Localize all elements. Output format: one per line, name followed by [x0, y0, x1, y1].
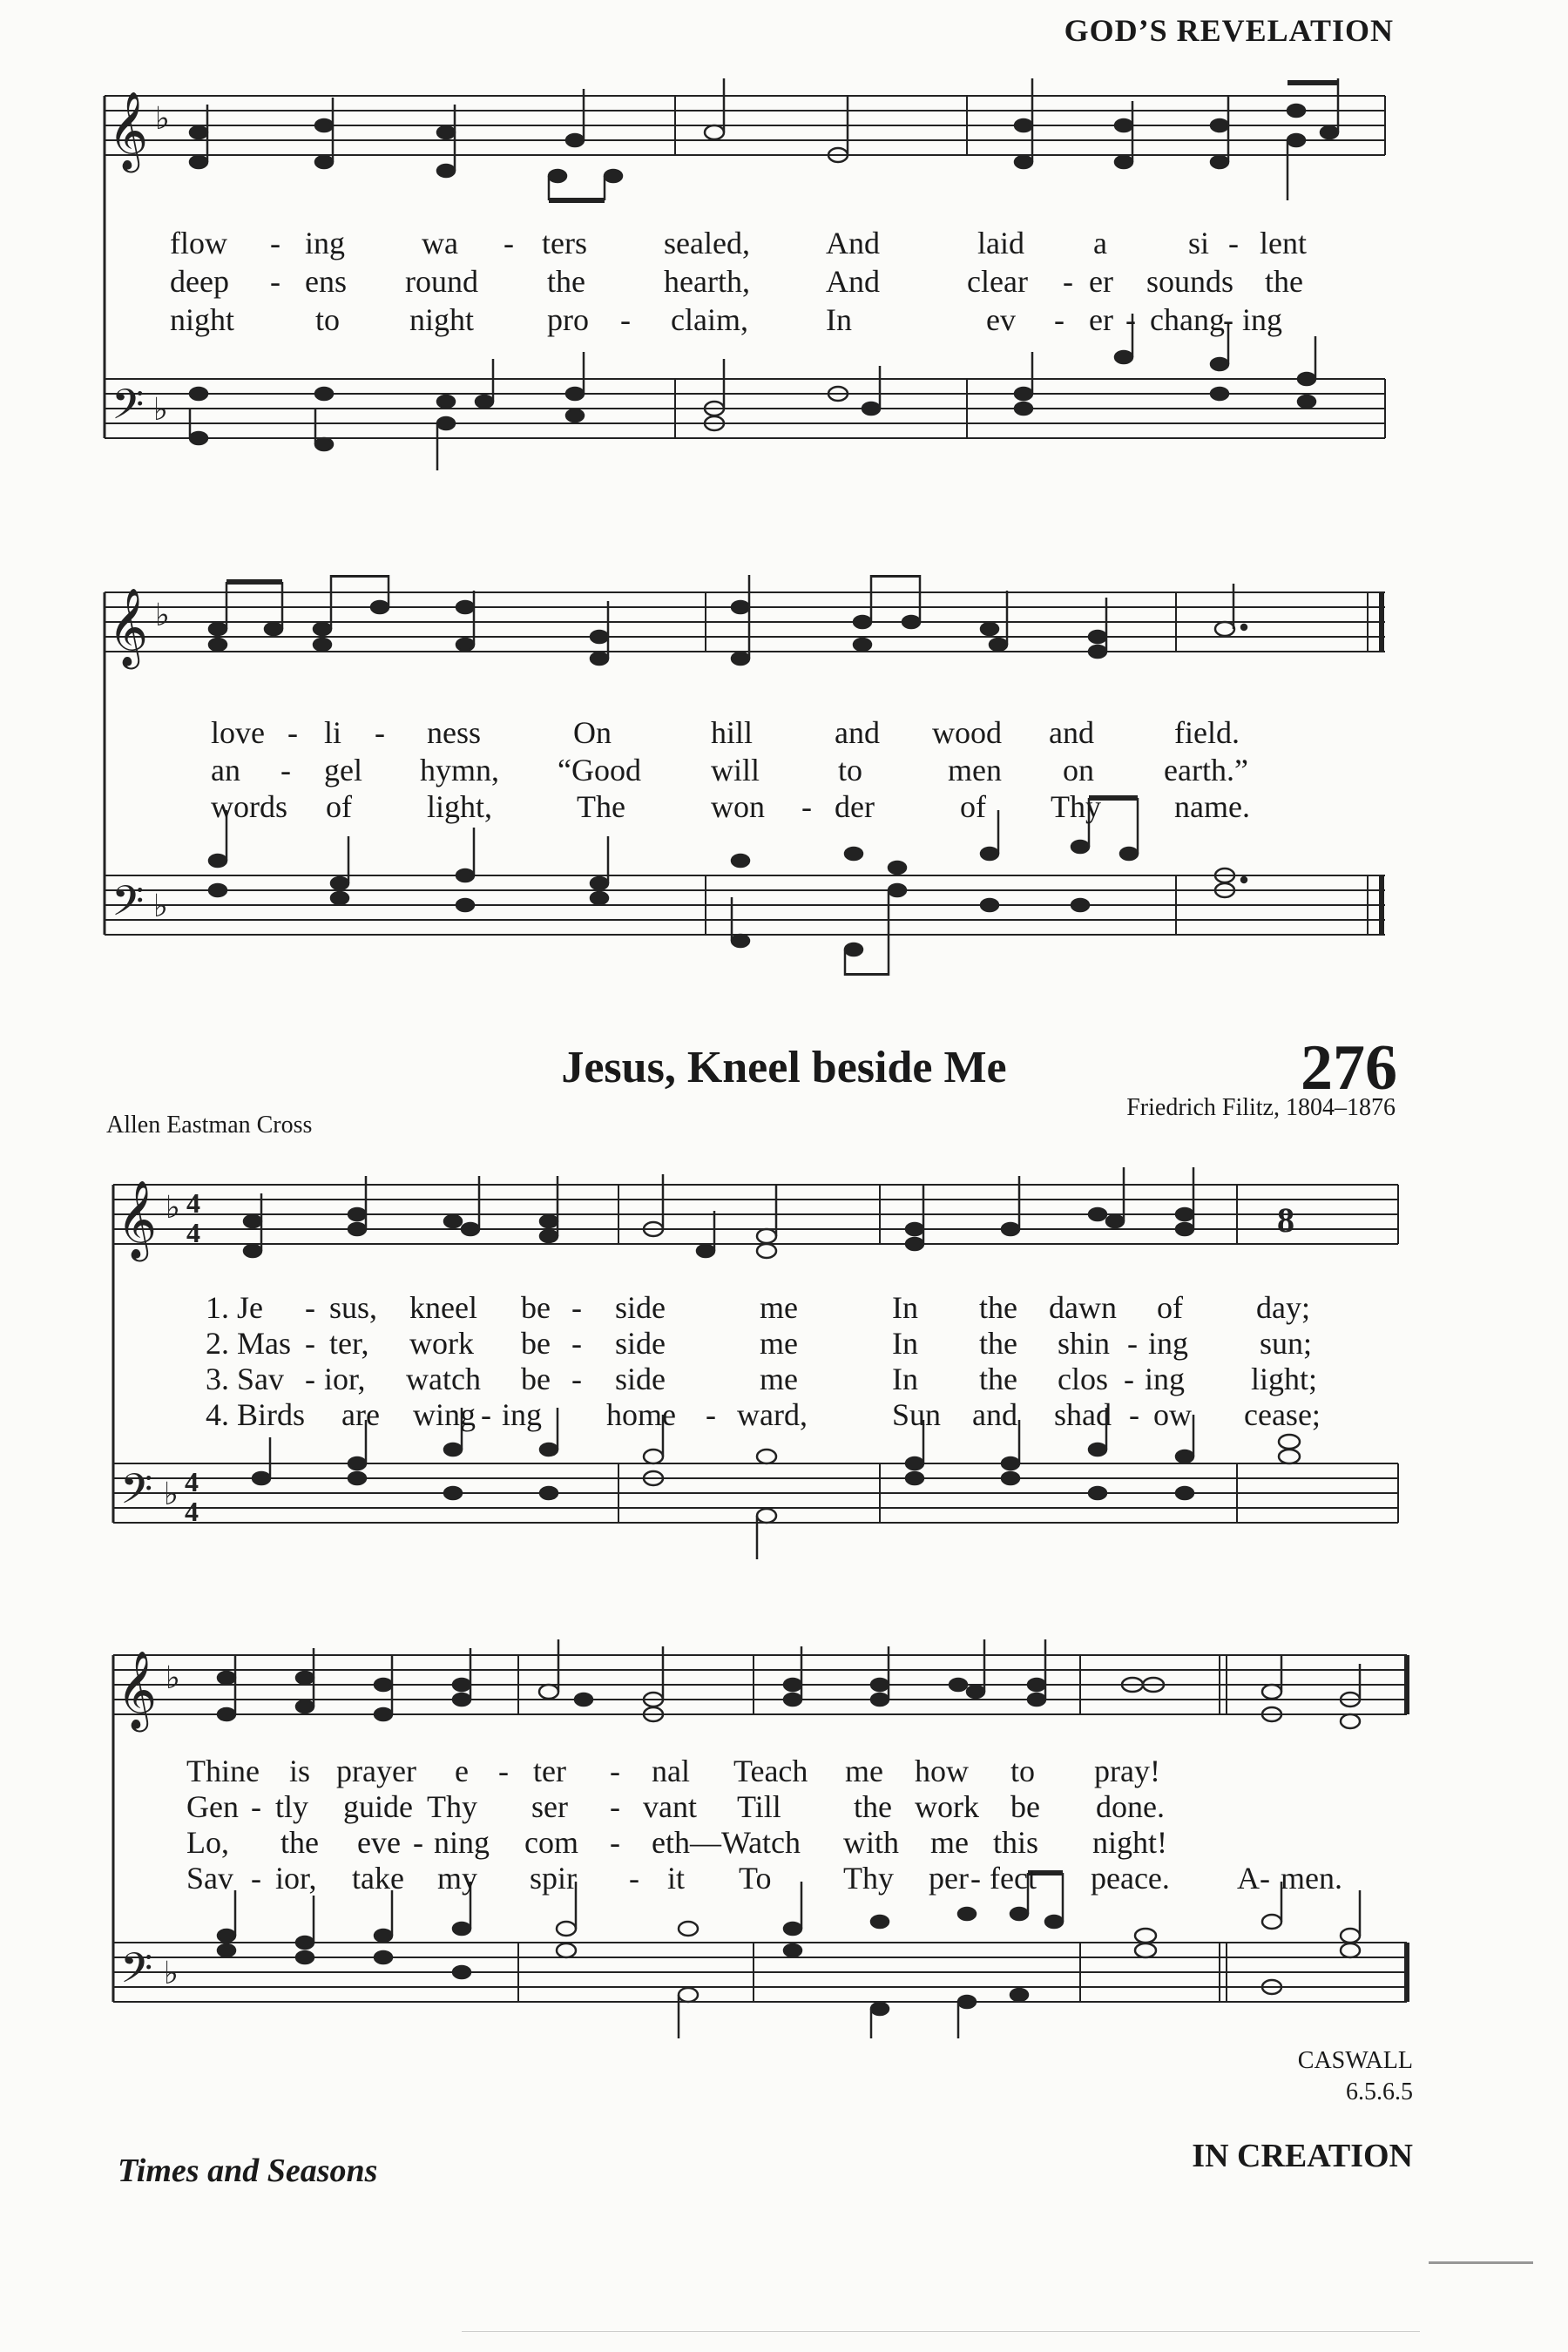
hymn-title: Jesus, Kneel beside Me [561, 1043, 1007, 1092]
svg-text:4: 4 [186, 1187, 200, 1219]
prev-lyrics-s2-line1: love - li - ness On hill and wood and field. [211, 715, 1240, 750]
svg-text:𝄢: 𝄢 [120, 1464, 153, 1524]
svg-text:4: 4 [186, 1217, 200, 1248]
svg-text:4: 4 [185, 1496, 199, 1527]
page-edge-mark [1429, 2261, 1533, 2264]
svg-text:𝄢: 𝄢 [112, 380, 145, 439]
tune-name: CASWALL [1297, 2047, 1413, 2074]
prev-lyrics-s2-line2: an - gel hymn, “Good will to men on earth.” [211, 753, 1248, 787]
svg-text:𝄞: 𝄞 [117, 1180, 158, 1259]
svg-text:♭: ♭ [155, 101, 170, 136]
footer-section-right: IN CREATION [1192, 2138, 1413, 2174]
hymn-number: 276 [1301, 1032, 1397, 1104]
svg-text:4: 4 [185, 1466, 199, 1497]
section-header: GOD’S REVELATION [1064, 13, 1394, 48]
svg-text:𝄞: 𝄞 [108, 91, 149, 170]
svg-text:8: 8 [1277, 1200, 1294, 1240]
svg-text:♭: ♭ [164, 1477, 179, 1511]
svg-text:𝄞: 𝄞 [117, 1651, 158, 1729]
svg-text:♭: ♭ [155, 598, 170, 632]
svg-text:𝄢: 𝄢 [112, 876, 145, 936]
verse-lyrics-s1-line4: 4. Birds are wing - ing home - ward, Sun and shad - ow cease; [206, 1397, 1321, 1432]
svg-text:𝄞: 𝄞 [108, 588, 149, 666]
svg-text:♭: ♭ [153, 889, 168, 923]
svg-text:𝄢: 𝄢 [120, 1943, 153, 2003]
verse-lyrics-s1-line2: 2. Mas - ter, work be - side me In the shin - ing sun; [206, 1326, 1313, 1361]
svg-text:♭: ♭ [166, 1190, 180, 1225]
verse-lyrics-s1-line1: 1. Je - sus, kneel be - side me In the dawn of day; [206, 1290, 1310, 1325]
verse-lyrics-s2-line1: Thine is prayer e - ter - nal Teach me how to pray! [186, 1754, 1160, 1788]
prev-lyrics-s1-line3: night to night pro - claim, In ev - er - chang - ing [170, 302, 1283, 337]
svg-text:♭: ♭ [166, 1660, 180, 1695]
svg-text:♭: ♭ [153, 392, 168, 427]
prev-lyrics-s1-line2: deep - ens round the hearth, And clear - er sounds the [170, 264, 1303, 299]
text-author: Allen Eastman Cross [106, 1112, 313, 1139]
page-bottom-line [462, 2331, 1420, 2332]
prev-lyrics-s1-line1: flow - ing wa - ters sealed, And laid a si - lent [170, 226, 1307, 260]
music-composer: Friedrich Filitz, 1804–1876 [1126, 1094, 1396, 1121]
svg-text:♭: ♭ [164, 1956, 179, 1990]
verse-lyrics-s2-line3: Lo, the eve - ning com - eth—Watch with me this night! [186, 1825, 1167, 1860]
prev-lyrics-s2-line3: words of light, The won - der of Thy name. [211, 789, 1250, 824]
meter: 6.5.6.5 [1346, 2078, 1413, 2105]
verse-lyrics-s1-line3: 3. Sav - ior, watch be - side me In the clos - ing light; [206, 1362, 1318, 1396]
verse-lyrics-s2-line4: Sav - ior, take my spir - it To Thy per - fect peace. A - men. [186, 1861, 1342, 1896]
verse-lyrics-s2-line2: Gen - tly guide Thy ser - vant Till the work be done. [186, 1789, 1165, 1824]
footer-section-left: Times and Seasons [118, 2153, 378, 2189]
